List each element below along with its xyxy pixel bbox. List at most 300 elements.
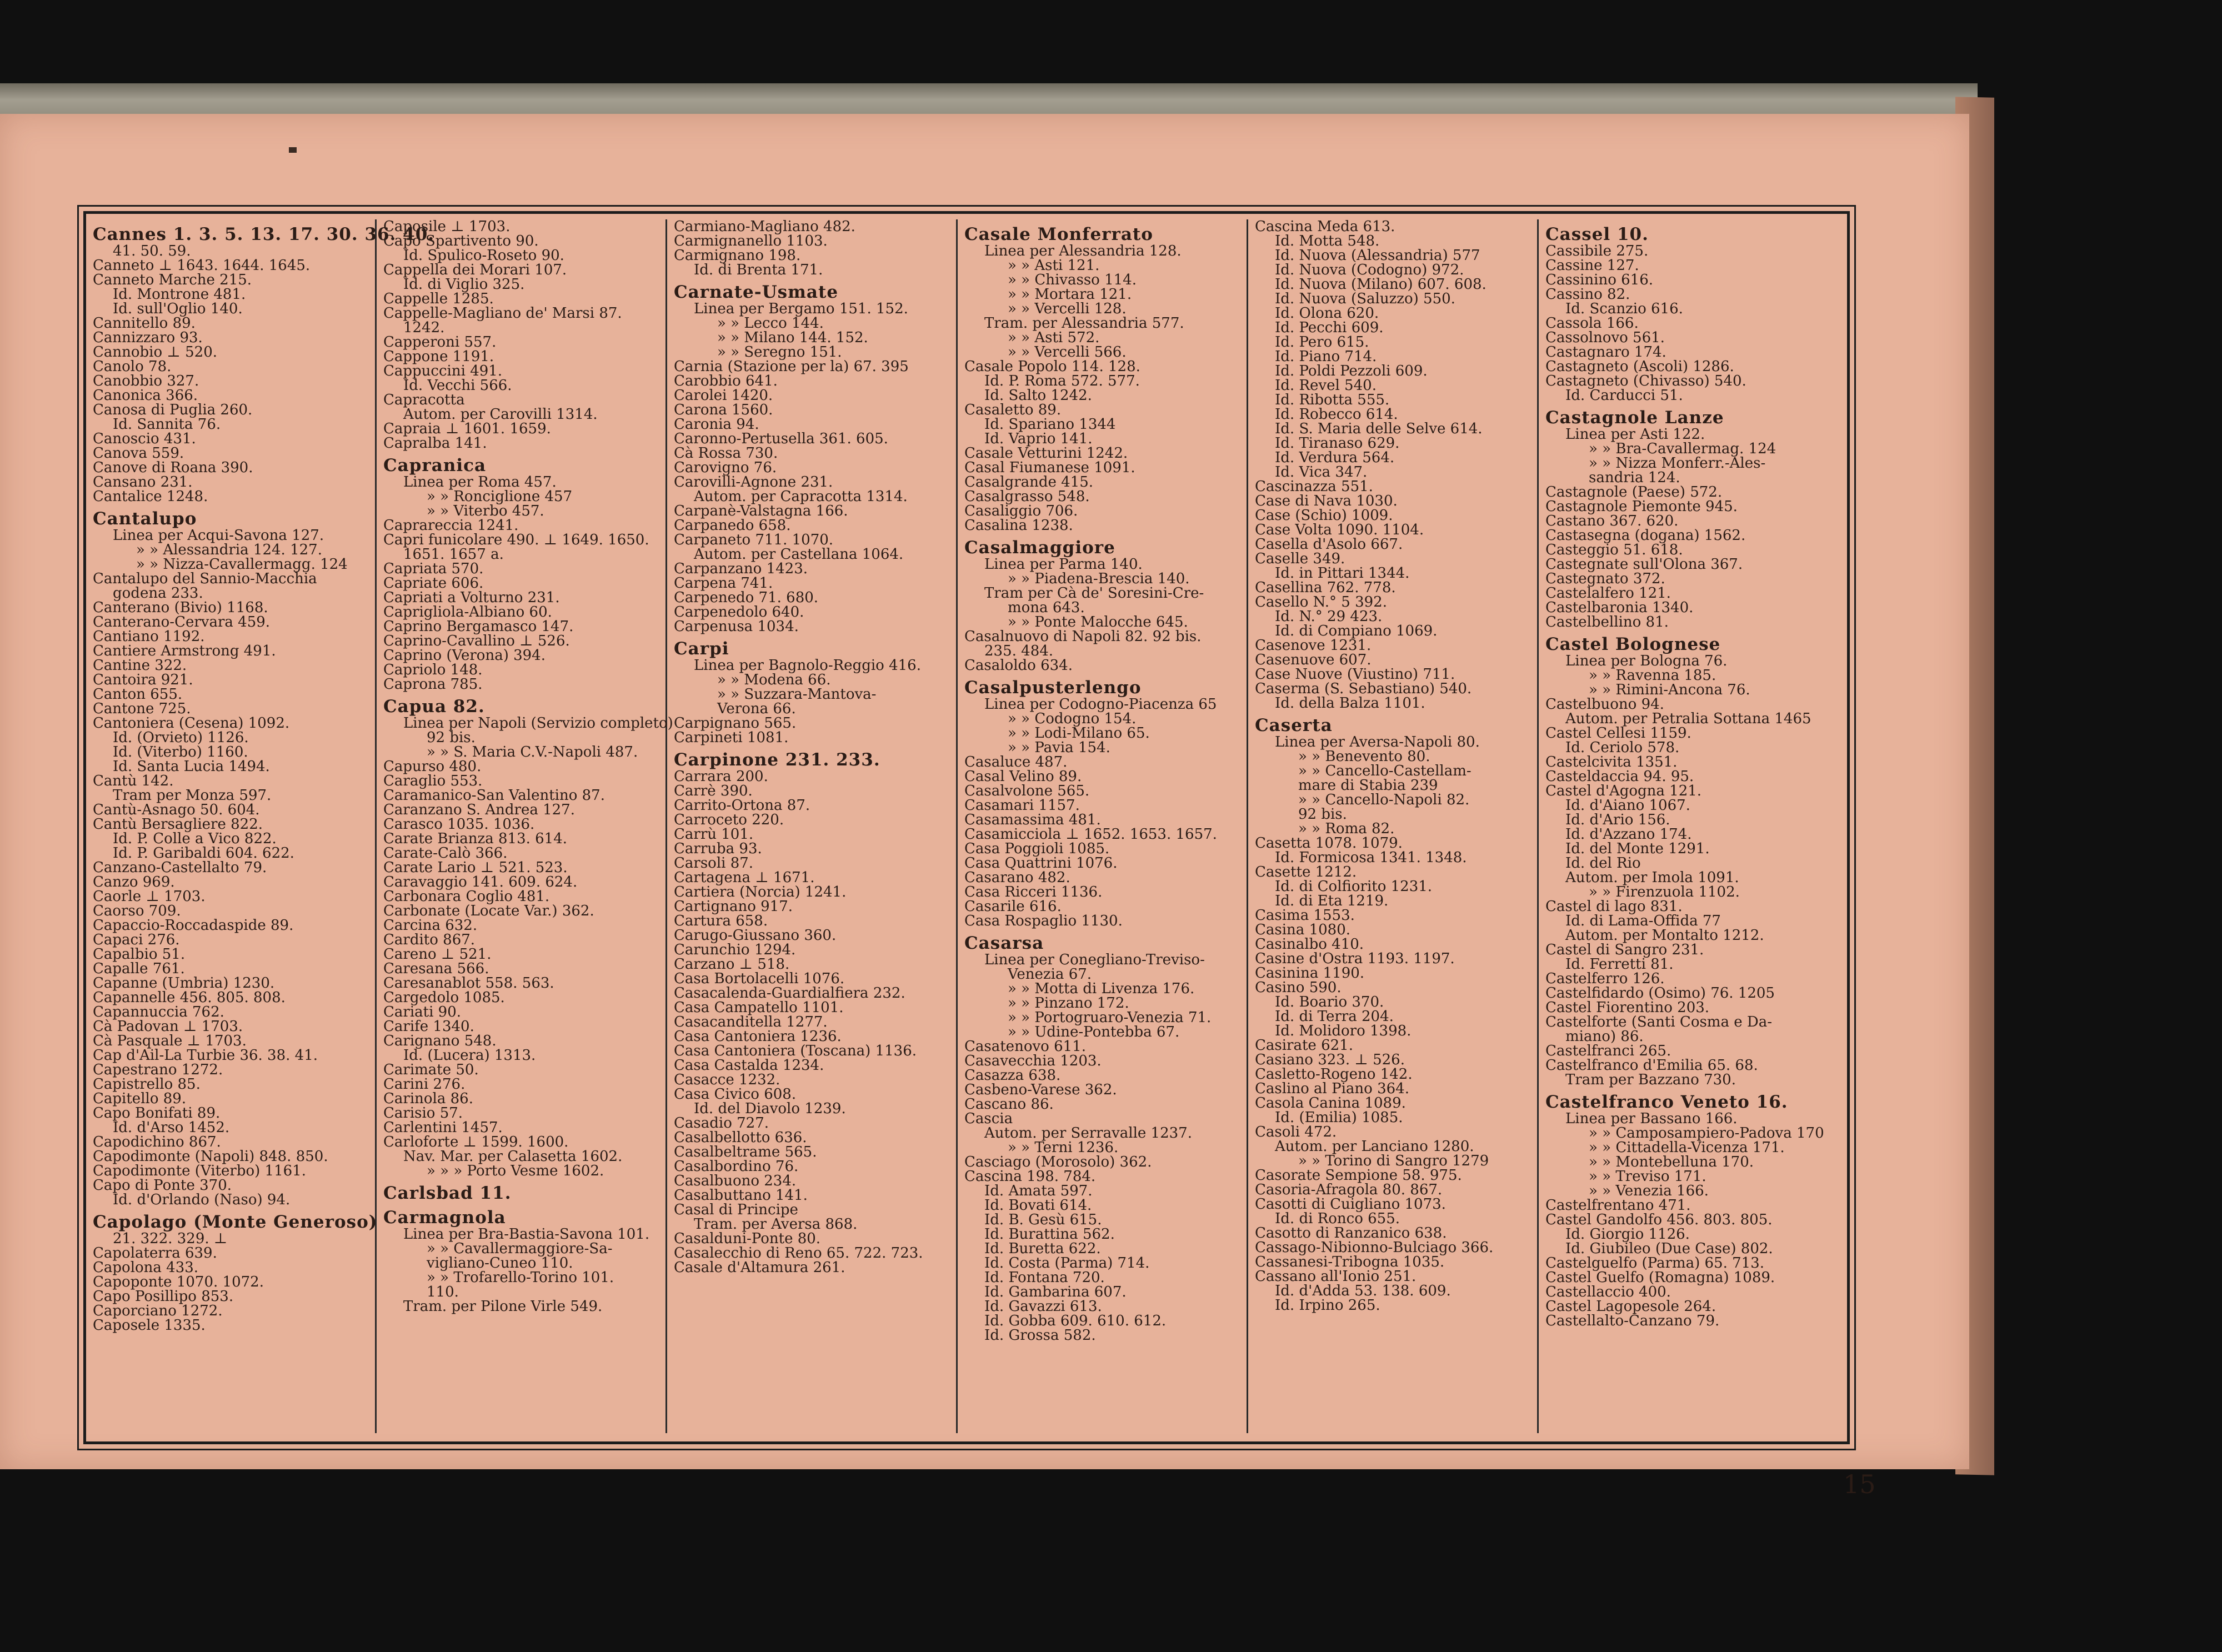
index-entry: Casarile 616. — [964, 898, 1062, 915]
index-entry: Castel Cellesi 1159. — [1545, 725, 1691, 742]
index-entry: » » Suzzara-Mantova- — [717, 686, 877, 703]
index-entry: Cassino 82. — [1545, 286, 1630, 303]
index-entry: Cantiere Armstrong 491. — [93, 643, 276, 659]
index-entry: Casa Campatello 1101. — [674, 999, 844, 1016]
index-heading: Casale Monferrato — [964, 224, 1153, 244]
index-entry: » » Vercelli 128. — [1008, 301, 1127, 317]
index-entry: Cassago-Nibionno-Bulciago 366. — [1255, 1239, 1494, 1256]
index-entry: Capaci 276. — [93, 932, 180, 948]
index-entry: Casa Cantoniera (Toscana) 1136. — [674, 1043, 917, 1059]
index-entry: Cappone 1191. — [383, 348, 494, 365]
index-entry: Id. di Colfiorito 1231. — [1275, 878, 1433, 895]
index-entry: Cantalupo del Sannio-Macchia — [93, 570, 317, 587]
index-entry: Tram per Monza 597. — [113, 787, 272, 804]
index-entry: Casa Poggioli 1085. — [964, 840, 1110, 857]
index-entry: Castel Fiorentino 203. — [1545, 999, 1710, 1016]
index-entry: » » Lodi-Milano 65. — [1008, 725, 1150, 742]
index-entry: Id. B. Gesù 615. — [984, 1212, 1102, 1228]
index-entry: Castelalfero 121. — [1545, 585, 1671, 602]
index-entry: Id. Giorgio 1126. — [1565, 1226, 1690, 1243]
index-entry: Casaletto 89. — [964, 402, 1062, 418]
index-entry: Id. P. Colle a Vico 822. — [113, 830, 277, 847]
index-entry: Capracotta — [383, 392, 465, 408]
index-entry: Castagneto (Chivasso) 540. — [1545, 373, 1746, 389]
index-entry: Casalgrande 415. — [964, 474, 1094, 490]
index-entry: Id. P. Roma 572. 577. — [984, 373, 1140, 389]
index-entry: Linea per Bergamo 151. 152. — [694, 301, 908, 317]
index-entry: Casa Civico 608. — [674, 1086, 797, 1103]
index-entry: Id. Irpino 265. — [1275, 1297, 1380, 1314]
index-entry: Casella d'Asolo 667. — [1255, 536, 1403, 553]
index-entry: Castelguelfo (Parma) 65. 713. — [1545, 1255, 1764, 1271]
index-entry: Autom. per Serravalle 1237. — [984, 1125, 1192, 1142]
index-entry: Id. Gambarina 607. — [984, 1284, 1127, 1300]
index-entry: Cantiano 1192. — [93, 628, 205, 645]
index-entry: Id. in Pittari 1344. — [1275, 565, 1410, 582]
index-entry: Id. di Brenta 171. — [694, 262, 823, 278]
index-entry: godena 233. — [113, 585, 203, 602]
index-entry: Carolei 1420. — [674, 387, 773, 404]
index-entry: Capurso 480. — [383, 758, 482, 775]
index-entry: Id. Scanzio 616. — [1565, 301, 1683, 317]
index-entry: Cantù 142. — [93, 773, 174, 789]
index-entry: 1651. 1657 a. — [403, 546, 504, 563]
index-entry: Capo Spartivento 90. — [383, 233, 539, 249]
index-heading: Castelfranco Veneto 16. — [1545, 1092, 1788, 1112]
index-entry: Cansano 231. — [93, 474, 193, 490]
index-entry: Cassola 166. — [1545, 315, 1639, 332]
index-entry: Cantalice 1248. — [93, 488, 208, 505]
index-entry: Casenove 1231. — [1255, 637, 1372, 654]
index-entry: Carunchio 1294. — [674, 942, 796, 958]
index-entry: » » Venezia 166. — [1589, 1183, 1709, 1199]
index-entry: Casorate Sempione 58. 975. — [1255, 1167, 1462, 1184]
index-entry: Linea per Napoli (Servizio completo) — [403, 715, 673, 732]
index-entry: Castel Guelfo (Romagna) 1089. — [1545, 1269, 1775, 1286]
index-entry: Castelfranci 265. — [1545, 1043, 1671, 1059]
index-entry: Carroceto 220. — [674, 812, 784, 828]
index-entry: Casal Fiumanese 1091. — [964, 459, 1135, 476]
index-entry: Cà Padovan ⊥ 1703. — [93, 1018, 243, 1035]
index-entry: Casino 590. — [1255, 979, 1342, 996]
index-entry: Cascano 86. — [964, 1096, 1054, 1113]
index-entry: Caravaggio 141. 609. 624. — [383, 874, 578, 890]
index-entry: mona 643. — [1008, 599, 1085, 616]
index-entry: Castel Gandolfo 456. 803. 805. — [1545, 1212, 1773, 1228]
index-entry: Caorso 709. — [93, 903, 181, 919]
index-entry: » » Alessandria 124. 127. — [136, 542, 322, 558]
index-entry: Casellina 762. 778. — [1255, 579, 1396, 596]
index-entry: » » Asti 121. — [1008, 257, 1100, 274]
index-entry: Canterano-Cervara 459. — [93, 614, 271, 630]
index-entry: Cassolnovo 561. — [1545, 329, 1665, 346]
index-entry: Id. Boario 370. — [1275, 994, 1384, 1010]
index-entry: Cannobio ⊥ 520. — [93, 344, 218, 361]
index-entry: Id. Tiranaso 629. — [1275, 435, 1400, 452]
index-entry: Caprigliola-Albiano 60. — [383, 604, 552, 620]
index-entry: Linea per Asti 122. — [1565, 426, 1705, 443]
index-entry: Cascina Meda 613. — [1255, 218, 1395, 235]
index-entry: Castelcivita 1351. — [1545, 754, 1678, 770]
index-entry: » » Ponte Malocche 645. — [1008, 614, 1188, 630]
index-entry: Casima 1553. — [1255, 907, 1355, 924]
index-entry: Case (Schio) 1009. — [1255, 507, 1393, 524]
index-entry: Carruba 93. — [674, 840, 762, 857]
index-entry: Id. Montrone 481. — [113, 286, 246, 303]
index-entry: Id. Fontana 720. — [984, 1269, 1105, 1286]
index-entry: Carmiano-Magliano 482. — [674, 218, 855, 235]
index-entry: Carrito-Ortona 87. — [674, 797, 810, 814]
index-entry: Canova 559. — [93, 445, 184, 462]
index-entry: Id. Vica 347. — [1275, 464, 1368, 480]
index-entry: Casirate 621. — [1255, 1037, 1353, 1054]
index-entry: Capanne (Umbria) 1230. — [93, 975, 275, 992]
index-entry: Cartignano 917. — [674, 898, 793, 915]
index-entry: Id. Poldi Pezzoli 609. — [1275, 363, 1428, 379]
index-entry: Carcina 632. — [383, 917, 478, 934]
index-entry: Id. Gavazzi 613. — [984, 1298, 1102, 1315]
index-entry: Autom. per Petralia Sottana 1465 — [1565, 710, 1811, 727]
index-entry: Canove di Roana 390. — [93, 459, 253, 476]
index-entry: 235. 484. — [984, 643, 1054, 659]
index-entry: Id. Olona 620. — [1275, 305, 1379, 322]
index-entry: Cantù Bersagliere 822. — [93, 816, 263, 833]
index-entry: Castegnato 372. — [1545, 570, 1665, 587]
index-entry: Autom. per Lanciano 1280. — [1275, 1138, 1474, 1155]
index-heading: Capranica — [383, 455, 487, 475]
index-entry: Caselle 349. — [1255, 550, 1345, 567]
index-entry: Cassine 127. — [1545, 257, 1639, 274]
index-entry: Canton 655. — [93, 686, 183, 703]
index-entry: Canterano (Bivio) 1168. — [93, 599, 268, 616]
index-entry: Venezia 67. — [1008, 966, 1092, 983]
index-entry: Canoscio 431. — [93, 430, 196, 447]
index-entry: mare di Stabia 239 — [1298, 777, 1438, 794]
index-entry: Case Volta 1090. 1104. — [1255, 522, 1424, 538]
index-entry: Casciago (Morosolo) 362. — [964, 1154, 1152, 1170]
index-entry: Carimate 50. — [383, 1062, 479, 1078]
index-entry: Id. Burattina 562. — [984, 1226, 1115, 1243]
index-entry: Id. sull'Oglio 140. — [113, 301, 243, 317]
index-entry: Id. del Monte 1291. — [1565, 840, 1710, 857]
index-entry: » » Viterbo 457. — [427, 503, 544, 519]
index-entry: Cassano all'Ionio 251. — [1255, 1268, 1417, 1285]
index-entry: Capaccio-Roccadaspide 89. — [93, 917, 294, 934]
index-entry: Autom. per Carovilli 1314. — [403, 406, 598, 423]
index-entry: Case di Nava 1030. — [1255, 493, 1398, 509]
index-entry: Carloforte ⊥ 1599. 1600. — [383, 1134, 569, 1150]
index-entry: Cassanesi-Tribogna 1035. — [1255, 1254, 1445, 1270]
index-entry: Caramanico-San Valentino 87. — [383, 787, 605, 804]
index-entry: Carignano 548. — [383, 1033, 497, 1049]
index-entry: Autom. per Castellana 1064. — [694, 546, 904, 563]
index-entry: Id. Pero 615. — [1275, 334, 1369, 351]
index-entry: Casenuove 607. — [1255, 652, 1372, 668]
index-entry: » » Rimini-Ancona 76. — [1589, 682, 1750, 698]
index-entry: Carini 276. — [383, 1076, 466, 1093]
index-entry: Carate-Calò 366. — [383, 845, 508, 862]
index-entry: Casadio 727. — [674, 1115, 769, 1132]
index-entry: Carate Lario ⊥ 521. 523. — [383, 859, 568, 876]
index-entry: Caresanablot 558. 563. — [383, 975, 554, 992]
index-entry: Id. Giubileo (Due Case) 802. — [1565, 1240, 1773, 1257]
index-entry: Canolo 78. — [93, 358, 172, 375]
index-entry: Autom. per Imola 1091. — [1565, 869, 1739, 886]
index-entry: Casalduni-Ponte 80. — [674, 1230, 821, 1247]
index-entry: Cascina 198. 784. — [964, 1168, 1096, 1185]
index-entry: Casalbordino 76. — [674, 1158, 799, 1175]
index-entry: Casamassima 481. — [964, 812, 1101, 828]
index-entry: Id. Grossa 582. — [984, 1327, 1096, 1344]
index-entry: Castel Lagopesole 264. — [1545, 1298, 1716, 1315]
index-entry: Casa Quattrini 1076. — [964, 855, 1118, 872]
index-entry: Castelforte (Santi Cosma e Da- — [1545, 1014, 1773, 1030]
index-entry: Cardito 867. — [383, 932, 476, 948]
index-entry: » » Torino di Sangro 1279 — [1298, 1153, 1489, 1169]
index-entry: Castelbaronia 1340. — [1545, 599, 1694, 616]
index-entry: Carrù 101. — [674, 826, 754, 843]
index-heading: Carpi — [674, 639, 729, 659]
index-entry: Id. Nuova (Alessandria) 577 — [1275, 247, 1480, 264]
index-entry: Casa Rospaglio 1130. — [964, 913, 1123, 929]
index-entry: Id. Vecchi 566. — [403, 377, 512, 394]
index-entry: Casiano 323. ⊥ 526. — [1255, 1052, 1405, 1068]
index-entry: Cariati 90. — [383, 1004, 462, 1020]
index-entry: Carpenedolo 640. — [674, 604, 804, 620]
index-entry: Carate Brianza 813. 614. — [383, 830, 568, 847]
index-entry: Castelfrentano 471. — [1545, 1197, 1691, 1214]
book-page — [0, 114, 1969, 1499]
index-entry: Id. di Compiano 1069. — [1275, 623, 1438, 639]
index-entry: » » Montebelluna 170. — [1589, 1154, 1754, 1170]
index-entry: » » Lecco 144. — [717, 315, 824, 332]
index-heading: Cantalupo — [93, 509, 197, 529]
index-entry: Id. (Emilia) 1085. — [1275, 1109, 1403, 1126]
index-entry: Carsoli 87. — [674, 855, 754, 872]
index-entry: Id. Ceriolo 578. — [1565, 739, 1680, 756]
index-entry: Casoria-Afragola 80. 867. — [1255, 1182, 1443, 1198]
index-entry: Linea per Bra-Bastia-Savona 101. — [403, 1226, 650, 1243]
index-entry: Case Nuove (Viustino) 711. — [1255, 666, 1455, 683]
index-entry: Casoli 472. — [1255, 1124, 1337, 1140]
index-entry: Carisio 57. — [383, 1105, 463, 1122]
index-entry: Casalbuono 234. — [674, 1173, 797, 1189]
index-entry: » » Bra-Cavallermag. 124 — [1589, 440, 1776, 457]
index-entry: Casbeno-Varese 362. — [964, 1082, 1117, 1098]
index-entry: Casacalenda-Guardialfiera 232. — [674, 985, 905, 1002]
index-entry: Casal di Principe — [674, 1202, 798, 1218]
index-entry: » » Modena 66. — [717, 672, 831, 688]
index-entry: Caslino al Piano 364. — [1255, 1080, 1409, 1097]
index-entry: Id. Ribotta 555. — [1275, 392, 1390, 408]
index-entry: Id. P. Garibaldi 604. 622. — [113, 845, 294, 862]
index-entry: Castel di lago 831. — [1545, 898, 1683, 915]
index-entry: 92 bis. — [1298, 806, 1347, 823]
index-entry: Tram per Cà de' Soresini-Cre- — [984, 585, 1204, 602]
index-entry: Casa Cantoniera 1236. — [674, 1028, 842, 1045]
index-entry: » » Pavia 154. — [1008, 739, 1110, 756]
index-entry: » » Piadena-Brescia 140. — [1008, 570, 1190, 587]
index-entry: Casalina 1238. — [964, 517, 1073, 534]
index-entry: Casacce 1232. — [674, 1072, 780, 1088]
index-entry: Cantù-Asnago 50. 604. — [93, 802, 260, 818]
index-entry: Capriate 606. — [383, 575, 484, 592]
index-entry: Tram per Bazzano 730. — [1565, 1072, 1736, 1088]
index-entry: Id. della Balza 1101. — [1275, 695, 1425, 712]
index-entry: Id. di Viglio 325. — [403, 276, 525, 293]
index-entry: Casamicciola ⊥ 1652. 1653. 1657. — [964, 826, 1217, 843]
index-entry: Capodimonte (Viterbo) 1161. — [93, 1163, 306, 1179]
index-entry: Carugo-Giussano 360. — [674, 927, 837, 944]
index-entry: » » Portogruaro-Venezia 71. — [1008, 1009, 1212, 1026]
index-entry: Id. di Ronco 655. — [1275, 1210, 1400, 1227]
index-entry: Cannitello 89. — [93, 315, 196, 332]
index-entry: » » Cittadella-Vicenza 171. — [1589, 1139, 1785, 1156]
index-entry: » » Nizza-Cavallermagg. 124 — [136, 556, 348, 573]
index-entry: Carnia (Stazione per la) 67. 395 — [674, 358, 909, 375]
index-entry: Casa Bortolacelli 1076. — [674, 970, 845, 987]
index-entry: Casalgrasso 548. — [964, 488, 1090, 505]
index-entry: Carrara 200. — [674, 768, 768, 785]
index-entry: » » Seregno 151. — [717, 344, 842, 361]
index-entry: Casale Vetturini 1242. — [964, 445, 1128, 462]
index-entry: Casotti di Cuigliano 1073. — [1255, 1196, 1446, 1213]
index-entry: Cà Rossa 730. — [674, 445, 778, 462]
index-entry: Carmignano 198. — [674, 247, 801, 264]
index-entry: Id. Carducci 51. — [1565, 387, 1683, 404]
index-entry: Casa Castalda 1234. — [674, 1057, 824, 1074]
index-entry: » » Terni 1236. — [1008, 1139, 1119, 1156]
index-entry: 92 bis. — [427, 729, 476, 746]
index-table-frame — [83, 211, 1850, 1444]
index-entry: Linea per Bologna 76. — [1565, 653, 1728, 669]
index-entry: Caposele 1335. — [93, 1317, 206, 1334]
index-entry: Linea per Roma 457. — [403, 474, 557, 490]
index-entry: Capannelle 456. 805. 808. — [93, 989, 286, 1006]
index-entry: Id. (Viterbo) 1160. — [113, 744, 248, 760]
index-entry: Casello N.° 5 392. — [1255, 594, 1387, 610]
index-entry: Caporciano 1272. — [93, 1303, 223, 1319]
index-entry: Castegnate sull'Olona 367. — [1545, 556, 1743, 573]
index-entry: Casarano 482. — [964, 869, 1070, 886]
index-entry: Id. Piano 714. — [1275, 348, 1377, 365]
index-entry: » » Cancello-Napoli 82. — [1298, 792, 1470, 808]
index-entry: Id. del Diavolo 1239. — [694, 1100, 846, 1117]
index-entry: 110. — [427, 1284, 459, 1300]
index-entry: Casalbuttano 141. — [674, 1187, 808, 1204]
index-entry: Carobbio 641. — [674, 373, 778, 389]
index-entry: Casetta 1078. 1079. — [1255, 835, 1403, 852]
index-entry: Casatenovo 611. — [964, 1038, 1086, 1055]
index-heading: Carlsbad 11. — [383, 1183, 512, 1203]
index-entry: Cartiera (Norcia) 1241. — [674, 884, 847, 900]
index-entry: Id. Formicosa 1341. 1348. — [1275, 849, 1467, 866]
index-entry: Id. (Lucera) 1313. — [403, 1047, 536, 1064]
index-entry: Id. Spariano 1344 — [984, 416, 1116, 433]
index-entry: » » Codogno 154. — [1008, 710, 1137, 727]
index-entry: Carasco 1035. 1036. — [383, 816, 535, 833]
index-entry: Caprino-Cavallino ⊥ 526. — [383, 633, 570, 649]
index-entry: » » Ronciglione 457 — [427, 488, 573, 505]
index-entry: Castagnaro 174. — [1545, 344, 1666, 361]
index-entry: Capriolo 148. — [383, 662, 483, 678]
index-entry: Carbonara Coglio 481. — [383, 888, 550, 905]
index-entry: » » Roma 82. — [1298, 820, 1395, 837]
index-entry: Cantine 322. — [93, 657, 187, 674]
index-entry: Cargedolo 1085. — [383, 989, 505, 1006]
index-entry: Id. Revel 540. — [1275, 377, 1377, 394]
index-entry: Casalbellotto 636. — [674, 1129, 807, 1146]
index-entry: Carpenusa 1034. — [674, 618, 799, 635]
index-entry: Carovigno 76. — [674, 459, 777, 476]
index-entry: Tram. per Alessandria 577. — [984, 315, 1184, 332]
index-entry: Id. Buretta 622. — [984, 1240, 1101, 1257]
index-entry: Canneto Marche 215. — [93, 272, 252, 288]
index-column-2 — [377, 218, 673, 1433]
index-entry: Autom. per Montalto 1212. — [1565, 927, 1764, 944]
index-entry: Casola Canina 1089. — [1255, 1095, 1406, 1112]
index-entry: Casine d'Ostra 1193. 1197. — [1255, 950, 1455, 967]
index-entry: Cap d'Ail-La Turbie 36. 38. 41. — [93, 1047, 318, 1064]
index-entry: Linea per Alessandria 128. — [984, 243, 1182, 259]
index-entry: Casaluce 487. — [964, 754, 1068, 770]
index-entry: » » Vercelli 566. — [1008, 344, 1127, 361]
index-entry: Carpaneto 711. 1070. — [674, 532, 834, 548]
index-heading: Carmagnola — [383, 1208, 506, 1228]
index-entry: Id. d'Adda 53. 138. 609. — [1275, 1283, 1451, 1299]
index-entry: Caraglio 553. — [383, 773, 483, 789]
index-entry: Casteggio 51. 618. — [1545, 542, 1683, 558]
index-entry: Id. Pecchi 609. — [1275, 319, 1384, 336]
index-entry: Castagneto (Ascoli) 1286. — [1545, 358, 1734, 375]
index-heading: Castagnole Lanze — [1545, 408, 1724, 428]
index-entry: Caprareccia 1241. — [383, 517, 519, 534]
index-entry: Castasegna (dogana) 1562. — [1545, 527, 1746, 544]
index-entry: Canzo 969. — [93, 874, 175, 890]
index-entry: Caronia 94. — [674, 416, 759, 433]
index-entry: Linea per Conegliano-Treviso- — [984, 952, 1205, 968]
index-entry: Tram. per Pilone Virle 549. — [403, 1298, 603, 1315]
index-entry: sandria 124. — [1589, 469, 1680, 486]
index-entry: Carife 1340. — [383, 1018, 474, 1035]
index-entry: Castelfidardo (Osimo) 76. 1205 — [1545, 985, 1775, 1002]
index-entry: » » Milano 144. 152. — [717, 329, 868, 346]
index-entry: Castelbellino 81. — [1545, 614, 1669, 630]
index-entry: Carpanè-Valstagna 166. — [674, 503, 848, 519]
index-entry: » » Mortara 121. — [1008, 286, 1132, 303]
index-entry: Casaliggio 706. — [964, 503, 1078, 519]
index-entry: Capalle 761. — [93, 960, 185, 977]
index-entry: Canzano-Castellalto 79. — [93, 859, 267, 876]
index-entry: Castano 367. 620. — [1545, 513, 1679, 529]
index-entry: Casal Velino 89. — [964, 768, 1082, 785]
index-entry: Linea per Parma 140. — [984, 556, 1143, 573]
index-entry: Caronno-Pertusella 361. 605. — [674, 430, 888, 447]
index-heading: Capolago (Monte Generoso) — [93, 1212, 378, 1232]
index-entry: Id. Amata 597. — [984, 1183, 1093, 1199]
index-entry: » » Asti 572. — [1008, 329, 1100, 346]
index-entry: Capri funicolare 490. ⊥ 1649. 1650. — [383, 532, 649, 548]
index-entry: miano) 86. — [1565, 1028, 1644, 1045]
index-entry: Cascinazza 551. — [1255, 478, 1373, 495]
index-entry: Cappella dei Morari 107. — [383, 262, 567, 278]
index-entry: Linea per Aversa-Napoli 80. — [1275, 734, 1480, 750]
index-entry: » » Udine-Pontebba 67. — [1008, 1024, 1180, 1040]
index-entry: Capalbio 51. — [93, 946, 186, 963]
index-entry: Capriati a Volturno 231. — [383, 589, 560, 606]
index-heading: Cannes 1. 3. 5. 13. 17. 30. 36. 40. — [93, 224, 435, 244]
index-entry: Id. Spulico-Roseto 90. — [403, 247, 564, 264]
